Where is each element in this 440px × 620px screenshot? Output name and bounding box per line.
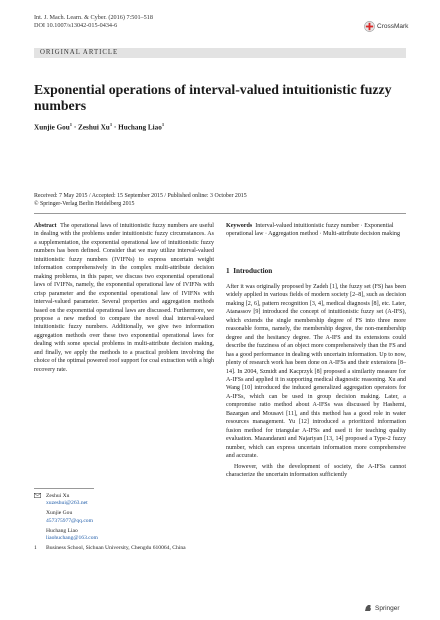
journal-header [34,14,153,30]
divider [34,213,406,214]
journal-citation: Int. J. Mach. Learn. & Cyber. (2016) 7:501–518 [34,14,153,21]
copyright-line: © Springer-Verlag Berlin Heidelberg 2015 [34,200,135,207]
author-footnotes [34,493,214,552]
author-affiliation-mark: 1 [109,122,113,127]
coauthor-email[interactable]: liaohuchang@163.com [46,535,98,542]
coauthor-email[interactable]: 457375977@qq.com [46,517,93,524]
publication-dates [34,193,406,208]
intro-paragraph: After it was originally proposed by Zadeh [1], the fuzzy set (FS) has been widely applied in various fields of modern society [2–8], such as decision making [2, 6], pattern recognition [3, 4], medical diagnosis [8], etc. Later, Atanassov [9] introduced the concept of intuitionistic fuzzy set (A-IFS), which extends the single membership degree of FS into three more reasonable forms, namely, the membership degree, the non-membership degree and the hesitancy degree. The A-IFS and its extensions could describe the fuzziness of an object more comprehensively than the FS and has a good performance in dealing with uncertain information. Up to now, plenty of research work has been done on A-IFSs and their extensions [8–14]. In 2004, Szmidt and Kacprzyk [8] proposed a similarity measure for A-IFSs and applied it in supporting medical diagnostic reasoning. Xu and Wang [10] introduced the induced generalized aggregation operators for A-IFSs, which can be used in group decision making. Later, a compromise ratio method about A-IFSs was discussed by Hashemi, Bazargan and Mousavi [11], and this method has a good role in water resources management. Yu [12] introduced a prioritized information fusion method for triangular A-IFSs and used it for teaching quality evaluation. Mazandarani and Najariyan [13, 14] proposed a Type-2 fuzzy number, which can express uncertain information more comprehensive and accurate. [226,284,406,460]
abstract-label: Abstract [34,223,57,229]
keywords [226,222,406,239]
author-list [34,122,164,131]
author-separator: · [72,123,79,132]
section-title: Introduction [233,267,273,275]
history-dates: Received: 7 May 2015 / Accepted: 15 September 2015 / Published online: 3 October 2015 [34,193,247,199]
affiliation-footnote [34,545,214,552]
springer-horse-icon [364,604,373,612]
footnote-divider [34,488,94,489]
coauthor-name: Xunjie Gou [46,510,73,517]
author-affiliation-mark: 1 [69,122,73,127]
abstract-text: The operational laws of intuitionistic fuzzy numbers are useful in dealing with the problems under intuitionistic fuzzy circumstances. As a supplementation, the exponential operational law of intuitionistic fuzzy numbers has been defined. Consider that we may utilize interval-valued intuitionistic fuzzy numbers (IVIFNs) to express uncertain weight information comprehensively in the complex multi-attribute decision making problems, in this paper, we discuss two exponential operational laws of IVIFNs, namely, the exponential operational law of IVIFNs with crisp parameter and the exponential operational law of IVIFNs with interval-valued parameter. Several properties and aggregation methods based on the exponential operational laws are discussed. Furthermore, we propose a new method to compare the novel dual interval-valued intuitionistic fuzzy numbers. Additionally, we give two information aggregation methods over these two exponential operational laws for dealing with some special problems in multi-attribute decision making, and finally, we apply the methods to a practical problem involving the choice of the optimal powered roof support for coal extraction with a high recovery rate. [34,223,214,373]
author-affiliation-mark: 1 [161,122,165,127]
corresponding-author-name: Zeshui Xu [46,493,70,499]
author-name[interactable]: Huchang Liao [118,123,162,132]
intro-paragraph: However, with the development of society, the A-IFSs cannot characterize the uncertain information sufficiently [226,463,406,478]
author-separator: · [112,123,119,132]
doi[interactable]: DOI 10.1007/s13042-015-0434-6 [34,22,118,29]
crossmark-label: CrossMark [377,23,409,30]
paper-title: Exponential operations of interval-valued intuitionistic fuzzy numbers [34,82,392,113]
crossmark-badge[interactable] [364,21,408,32]
author-name[interactable]: Zeshui Xu [78,123,110,132]
introduction-body [226,283,406,479]
publisher-logo [364,604,400,612]
article-type: ORIGINAL ARTICLE [40,49,119,56]
publisher-name: Springer [375,604,400,612]
envelope-icon [34,493,42,507]
section-heading [226,267,272,275]
corresponding-author-email[interactable]: xuzeshui@263.net [46,500,88,507]
crossmark-icon [364,21,375,32]
abstract [34,222,214,374]
keywords-label: Keywords [226,223,253,229]
footnote-corresponding [34,493,214,507]
author-name[interactable]: Xunjie Gou [34,123,70,132]
section-number: 1 [226,267,230,275]
keywords-text: Interval-valued intuitionistic fuzzy number · Exponential operational law · Aggregation method · Multi-attribute decision making [226,223,400,238]
affiliation-mark: 1 [34,545,37,552]
coauthor-name: Huchang Liao [46,527,78,534]
affiliation-text: Business School, Sichuan University, Chengdu 610064, China [46,545,186,552]
